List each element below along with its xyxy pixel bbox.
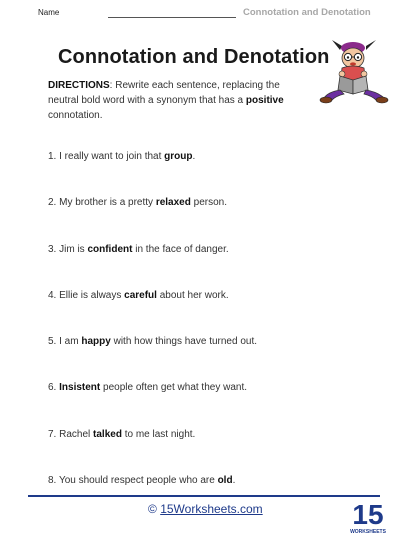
sentence-item-5: [48, 336, 257, 347]
sentence-item-2: [48, 197, 227, 208]
directions-text-2: connotation.: [48, 110, 103, 121]
sentence-text: .: [232, 475, 236, 486]
directions-label: DIRECTIONS: [48, 80, 110, 91]
sentence-item-4: [48, 290, 229, 301]
name-field-line[interactable]: [108, 17, 236, 18]
sentence-bold-word: Insistent: [59, 382, 101, 393]
logo-text: WORKSHEETS: [350, 529, 386, 535]
sentence-bold-word: careful: [124, 290, 157, 301]
directions: [48, 78, 300, 123]
sentence-item-3: [48, 244, 229, 255]
sentence-text: 3. Jim is: [48, 244, 88, 255]
sentence-text: 7. Rachel: [48, 429, 94, 440]
sentence-bold-word: confident: [87, 244, 133, 255]
sentence-bold-word: happy: [81, 336, 111, 347]
site-link[interactable]: 15Worksheets.com: [160, 502, 263, 516]
copyright-symbol: ©: [148, 502, 157, 516]
sentence-text: in the face of danger.: [132, 244, 229, 255]
logo-number: 15: [352, 499, 384, 530]
sentence-bold-word: talked: [93, 429, 122, 440]
sentence-text: with how things have turned out.: [110, 336, 258, 347]
sentence-text: about her work.: [156, 290, 229, 301]
name-label: Name: [38, 8, 60, 17]
sentence-item-6: [48, 382, 247, 393]
page-title: Connotation and Denotation: [58, 46, 330, 68]
sentence-text: people often get what they want.: [100, 382, 248, 393]
sentence-item-1: [48, 151, 195, 162]
sentence-bold-word: old: [217, 475, 233, 486]
sentence-text: .: [192, 151, 196, 162]
sentence-text: 2. My brother is a pretty: [48, 197, 156, 208]
sentence-text: 4. Ellie is always: [48, 290, 125, 301]
sentence-bold-word: relaxed: [155, 197, 191, 208]
sentence-item-7: [48, 429, 195, 440]
15worksheets-logo: [350, 496, 386, 536]
directions-emphasis: positive: [245, 95, 284, 106]
sentence-text: person.: [190, 197, 227, 208]
sentence-text: to me last night.: [121, 429, 196, 440]
worksheet-header: [24, 6, 394, 22]
sentence-text: 5. I am: [48, 336, 82, 347]
copyright: [148, 502, 263, 516]
footer-divider: [28, 495, 380, 497]
sentence-bold-word: group: [164, 151, 193, 162]
reading-character-illustration: [318, 36, 390, 108]
sentence-text: 8. You should respect people who are: [48, 475, 218, 486]
header-title: Connotation and Denotation: [243, 7, 371, 18]
directions-text-1: : Rewrite each sentence, replacing the neutral bold word with a synonym that has a: [48, 80, 280, 106]
sentence-text: 6.: [48, 382, 60, 393]
sentence-item-8: [48, 475, 235, 486]
sentence-text: 1. I really want to join that: [48, 151, 165, 162]
